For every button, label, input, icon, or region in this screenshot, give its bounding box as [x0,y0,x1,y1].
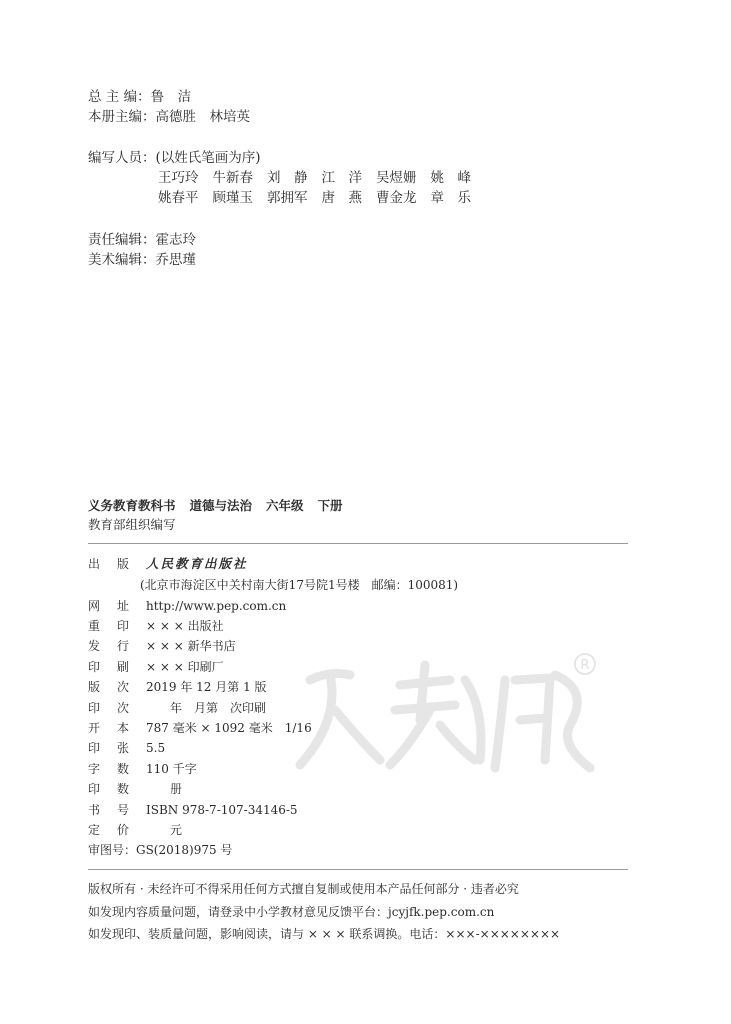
imprint-label [88,556,146,572]
imprint-label [88,781,146,797]
writer-name: 唐 燕 [321,190,362,206]
sheets-value: 5.5 [146,741,166,755]
writer-name: 章 乐 [430,190,471,206]
label-char: 网 [88,599,101,613]
label-char: 号 [117,803,130,817]
quality-feedback-notice: 如发现内容质量问题，请登录中小学教材意见反馈平台：jcyjfk.pep.com.cn [88,905,495,919]
imprint-label [88,638,146,654]
imprint-label [88,659,146,675]
imprint-label [88,822,146,838]
label-char: 次 [117,701,130,715]
responsible-editor-line [88,232,196,248]
imprint-label [88,598,146,614]
reprint-value: × × × 出版社 [146,619,224,633]
imprint-label [88,618,146,634]
responsible-editor: 霍志玲 [155,232,196,248]
publisher-address: (北京市海淀区中关村南大街17号院1号楼 邮编：100081) [140,578,459,592]
subject-name: 道德与法治 [189,498,253,513]
chief-editor-line [88,89,191,105]
writer-name: 吴煜姗 [376,170,417,186]
writers-row-1 [158,170,485,186]
imprint-row [88,740,165,756]
imprint-row [88,638,236,654]
writer-name: 姚春平 [158,190,199,206]
label-char: 书 [88,803,101,817]
label-char: 次 [117,680,130,694]
label-char: 字 [88,762,101,776]
writer-name: 郭拥军 [267,190,308,206]
chief-editor-label: 总 主 编： [88,89,151,105]
printing-value: 年 月第 次印刷 [146,701,267,715]
divider-top [88,543,628,544]
isbn-value: ISBN 978-7-107-34146-5 [146,803,298,817]
imprint-row [88,802,298,818]
label-char: 重 [88,619,101,633]
imprint-row [88,781,182,797]
edition-value: 2019 年 12 月第 1 版 [146,680,267,694]
imprint-row [88,700,266,716]
volume-name: 下册 [317,498,343,513]
label-char: 定 [88,823,101,837]
label-char: 印 [88,741,101,755]
volume-editor: 高德胜 林培英 [155,109,250,125]
writer-name: 王巧玲 [158,170,199,186]
imprint-row [88,679,267,695]
chief-editor: 鲁 洁 [150,89,192,105]
imprint-row [88,822,182,838]
publisher-logo-text: 人民教育出版社 [146,556,248,571]
writer-name: 顾瑾玉 [212,190,253,206]
imprint-label [88,761,146,777]
imprint-label [88,740,146,756]
book-series-title [88,496,357,514]
volume-editor-label: 本册主编： [88,109,156,125]
label-char: 本 [117,721,130,735]
writer-name: 江 洋 [321,170,362,186]
label-char: 数 [117,782,130,796]
label-char: 发 [88,639,101,653]
label-char: 印 [117,619,130,633]
label-char: 印 [88,701,101,715]
distributor-value: × × × 新华书店 [146,639,236,653]
imprint-row [88,761,197,777]
imprint-label [88,679,146,695]
print-run-value: 册 [146,782,183,796]
label-char: 版 [117,557,130,571]
imprint-row [88,618,224,634]
writer-name: 姚 峰 [430,170,471,186]
imprint-row [88,659,224,675]
series-name: 义务教育教科书 [88,498,176,513]
label-char: 印 [88,782,101,796]
writer-name: 曹金龙 [376,190,417,206]
compiler: 教育部组织编写 [88,517,176,532]
website-value: http://www.pep.com.cn [146,599,287,613]
map-approval-number: 审图号：GS(2018)975 号 [88,843,233,857]
copyright-notice: 版权所有 · 未经许可不得采用任何方式擅自复制或使用本产品任何部分 · 违者必究 [88,882,519,896]
label-char: 张 [117,741,130,755]
volume-editor-line [88,109,250,125]
label-char: 数 [117,762,130,776]
label-char: 印 [88,660,101,674]
art-editor-line [88,252,196,268]
imprint-label [88,720,146,736]
imprint-row-publisher [88,556,248,572]
grade-name: 六年级 [266,498,304,513]
format-value: 787 毫米 × 1092 毫米 1/16 [146,721,312,735]
art-editor: 乔思瑾 [155,252,196,268]
divider-bottom [88,869,628,870]
label-char: 开 [88,721,101,735]
writer-name: 牛新春 [212,170,253,186]
price-value: 元 [146,823,183,837]
label-char: 行 [117,639,130,653]
print-feedback-notice: 如发现印、装质量问题，影响阅读，请与 × × × 联系调换。电话：×××-×××××××× [88,927,561,941]
label-char: 址 [117,599,130,613]
word-count-value: 110 千字 [146,762,197,776]
writers-label: 编写人员：(以姓氏笔画为序) [88,150,261,166]
svg-text:R: R [580,658,590,673]
writer-name: 刘 静 [267,170,308,186]
label-char: 刷 [117,660,130,674]
writers-row-2 [158,190,485,206]
responsible-editor-label: 责任编辑： [88,232,156,248]
imprint-label [88,802,146,818]
printer-value: × × × 印刷厂 [146,660,224,674]
label-char: 版 [88,680,101,694]
watermark-logo-icon [290,650,610,780]
imprint-row [88,598,286,614]
art-editor-label: 美术编辑： [88,252,156,268]
imprint-row [88,720,312,736]
label-char: 出 [88,557,101,571]
label-char: 价 [117,823,130,837]
imprint-label [88,700,146,716]
